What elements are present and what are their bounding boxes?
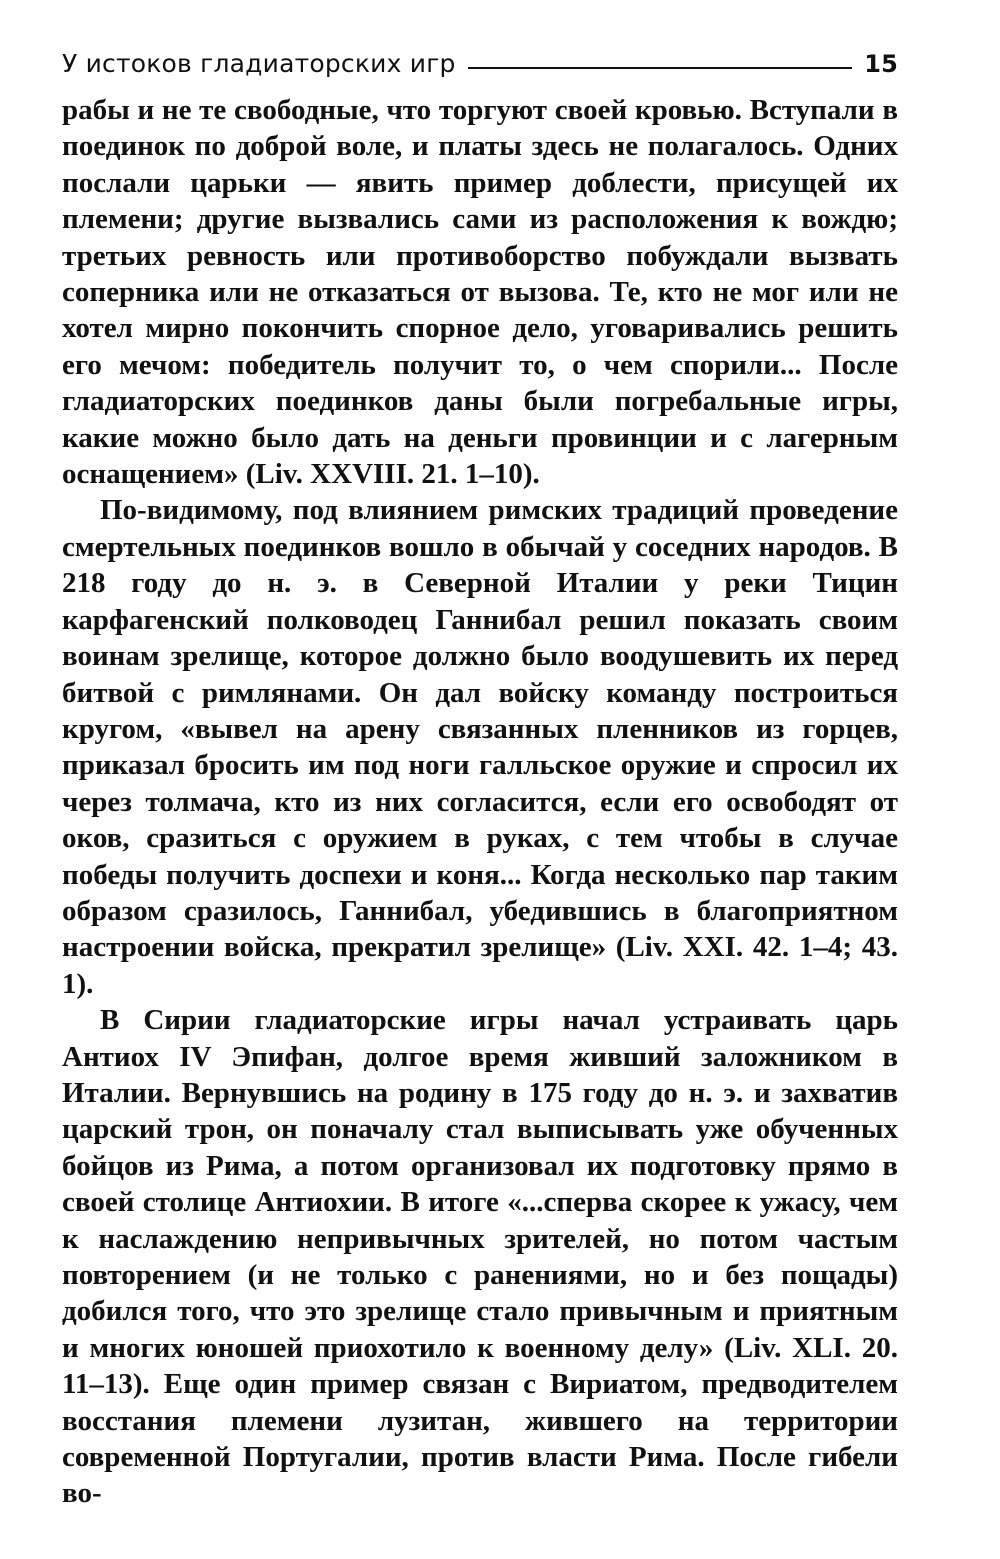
paragraph-1: рабы и не те свободные, что торгуют своей кровью. Вступали в поединок по доброй воле, и платы здесь не полагалось. Одних послали царьки — явить пример доблести, присущей их племени; другие вызвались сами из расположения к вождю; третьих ревность или противоборство побуждали вызвать соперника или не отказаться от вызова. Те, кто не мог или не хотел мирно покончить спорное дело, уговаривались решить его мечом: победитель получит то, о чем спорили... После гладиаторских поединков даны были погребальные игры, какие можно было дать на деньги провинции и с лагерным оснащением» (Liv. XXVIII. 21. 1–10). [62, 94, 898, 491]
body-text [62, 92, 898, 1512]
running-title: У истоков гладиаторских игр [62, 49, 456, 78]
page-number: 15 [864, 50, 898, 78]
paragraph-3: В Сирии гладиаторские игры начал устраивать царь Антиох IV Эпифан, долгое время живший заложником в Италии. Вернувшись на родину в 175 году до н. э. и захватив царский трон, он поначалу стал выписывать уже обученных бойцов из Рима, а потом организовал их подготовку прямо в своей столице Антиохии. В итоге «...сперва скорее к ужасу, чем к наслаждению непривычных зрителей, но потом частым повторением (и не только с ранениями, но и без пощады) добился того, что это зрелище стало привычным и приятным и многих юношей приохотило к военному делу» (Liv. XLI. 20. 11–13). Еще один пример связан с Вириатом, предводителем восстания племени лузитан, жившего на территории современной Португалии, против власти Рима. После гибели во- [62, 1004, 898, 1510]
running-head [62, 38, 898, 78]
paragraph-2: По-видимому, под влиянием римских традиций проведение смертельных поединков вошло в обычай у соседних народов. В 218 году до н. э. в Северной Италии у реки Тицин карфагенский полководец Ганнибал решил показать своим воинам зрелище, которое должно было воодушевить их перед битвой с римлянами. Он дал войску команду построиться кругом, «вывел на арену связанных пленников из горцев, приказал бросить им под ноги галльское оружие и спросил их через толмача, кто из них согласится, если его освободят от оков, сразиться с оружием в руках, с тем чтобы в случае победы получить доспехи и коня... Когда несколько пар таким образом сразилось, Ганнибал, убедившись в благоприятном настроении войска, прекратил зрелище» (Liv. XXI. 42. 1–4; 43. 1). [62, 494, 898, 1000]
header-rule [468, 67, 853, 69]
book-page [62, 38, 898, 1512]
